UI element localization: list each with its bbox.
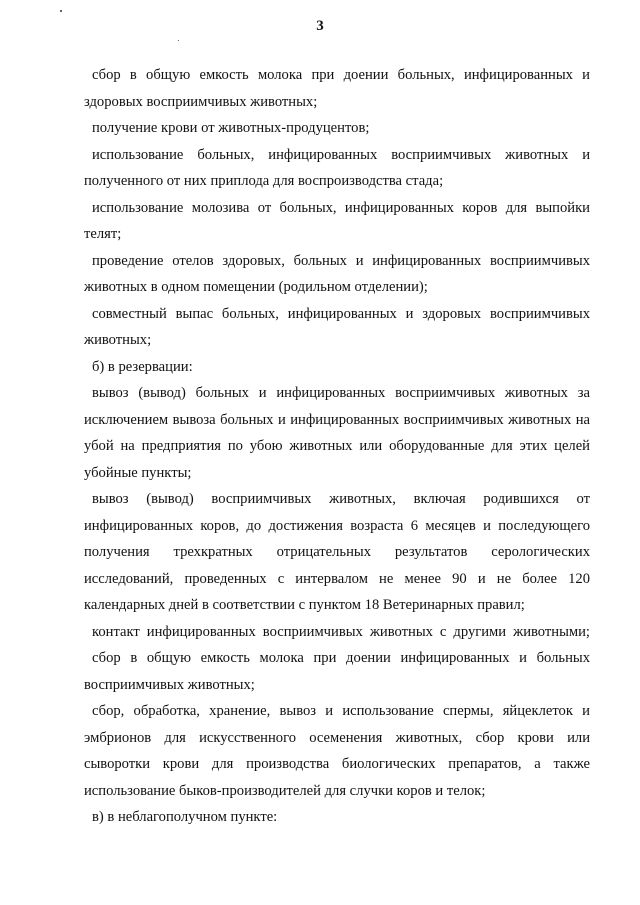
- paragraph: в) в неблагополучном пункте:: [92, 809, 278, 825]
- paragraph: вывоз (вывод) восприимчивых животных, включая родившихся от инфицированных коров, до достижения возраста 6 месяцев и последующего получения трехкратных отрицательных результатов серологических исследований, проведенных с интервалом не менее 90 и не более 120 календарных дней в соответствии с пунктом 18 Ветеринарных правил;: [84, 491, 590, 613]
- paragraph: контакт инфицированных восприимчивых животных с другими животными;: [92, 623, 590, 640]
- paragraph: совместный выпас больных, инфицированных и здоровых восприимчивых животных;: [84, 305, 590, 348]
- paragraph: б) в резервации:: [92, 358, 193, 375]
- body-text: [84, 62, 590, 831]
- paragraph: проведение отелов здоровых, больных и инфицированных восприимчивых животных в одном помещении (родильном отделении);: [84, 252, 590, 295]
- paragraph: использование больных, инфицированных восприимчивых животных и полученного от них приплода для воспроизводства стада;: [84, 146, 590, 189]
- page-number: 3: [316, 18, 324, 34]
- paragraph: использование молозива от больных, инфицированных коров для выпойки телят;: [84, 199, 590, 242]
- scan-speck: [60, 10, 62, 12]
- paragraph: вывоз (вывод) больных и инфицированных восприимчивых животных за исключением вывоза больных и инфицированных восприимчивых животных на убой на предприятия по убою животных или оборудованные для этих целей убойные пункты;: [84, 385, 590, 481]
- paragraph: сбор в общую емкость молока при доении больных, инфицированных и здоровых восприимчивых животных;: [84, 67, 590, 110]
- paragraph: сбор, обработка, хранение, вывоз и использование спермы, яйцеклеток и эмбрионов для искусственного осеменения животных, сбор крови или сыворотки крови для производства биологических препаратов, а также использование быков-производителей для случки коров и телок;: [84, 703, 590, 799]
- scan-speck: [178, 40, 179, 41]
- paragraph: получение крови от животных-продуцентов;: [92, 120, 370, 136]
- paragraph: сбор в общую емкость молока при доении инфицированных и больных восприимчивых животных;: [84, 650, 590, 693]
